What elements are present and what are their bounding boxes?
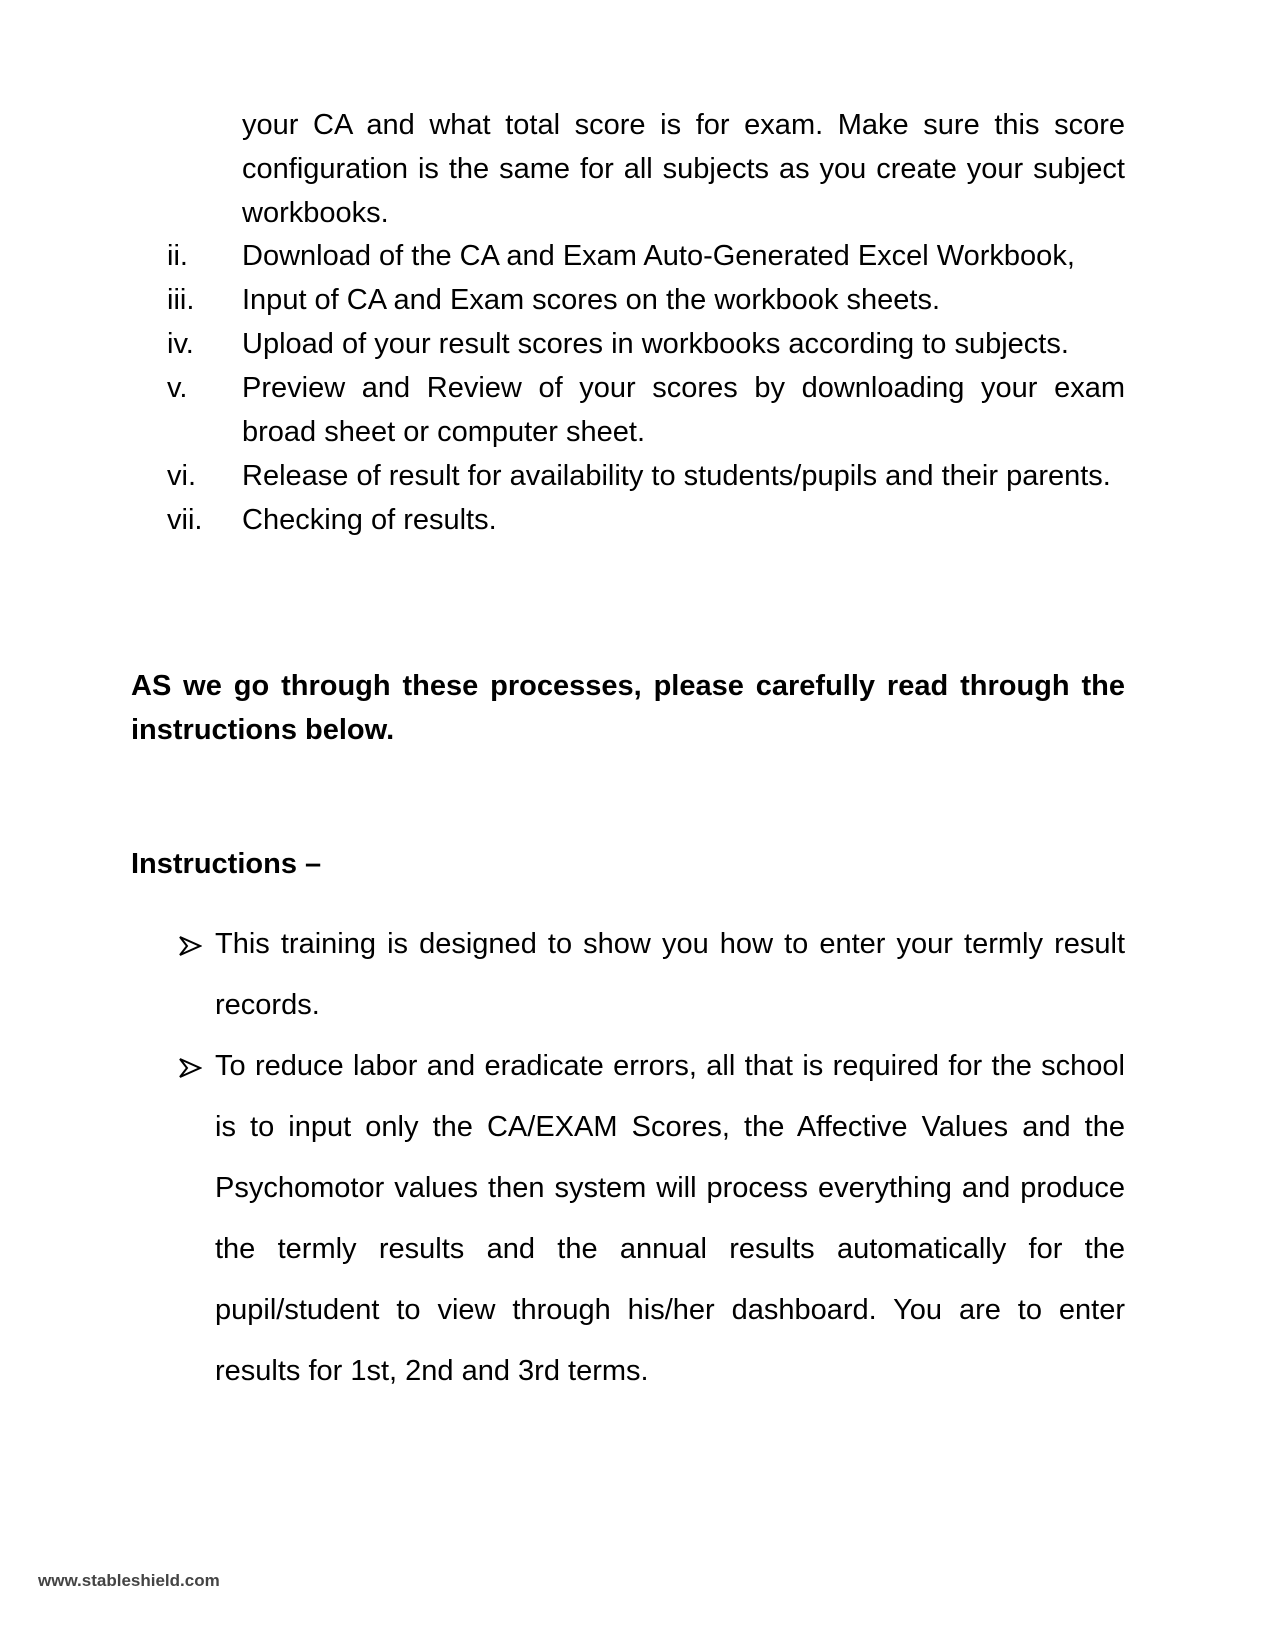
step-number: iii. bbox=[167, 284, 195, 316]
footer-website: www.stableshield.com bbox=[38, 1571, 220, 1590]
instructions-list bbox=[178, 914, 1125, 1402]
step-text: Input of CA and Exam scores on the workbook sheets. bbox=[242, 284, 940, 316]
list-item bbox=[178, 914, 1125, 1036]
list-item bbox=[167, 322, 1125, 366]
step-number: vi. bbox=[167, 460, 196, 492]
arrow-bullet-icon bbox=[178, 1036, 208, 1078]
list-item bbox=[167, 278, 1125, 322]
continuation-paragraph: your CA and what total score is for exam. Make sure this score configuration is the same for all subjects as you create your subject workbooks. bbox=[242, 109, 1125, 229]
list-item bbox=[167, 234, 1125, 278]
instructions-heading: Instructions – bbox=[131, 848, 322, 880]
list-item bbox=[167, 366, 1125, 454]
instruction-text: This training is designed to show you how to enter your termly result records. bbox=[215, 928, 1125, 1021]
step-number: ii. bbox=[167, 240, 188, 272]
step-text: Download of the CA and Exam Auto-Generated Excel Workbook, bbox=[242, 240, 1075, 272]
list-item bbox=[178, 1036, 1125, 1402]
step-number: vii. bbox=[167, 504, 203, 536]
notice-paragraph: AS we go through these processes, please carefully read through the instructions below. bbox=[131, 670, 1125, 746]
steps-list bbox=[167, 234, 1125, 542]
list-item bbox=[167, 454, 1125, 498]
instruction-text: To reduce labor and eradicate errors, all that is required for the school is to input only the CA/EXAM Scores, the Affective Values and the Psychomotor values then system will process everything and produce the termly results and the annual results automatically for the pupil/student to view through his/her dashboard. You are to enter results for 1st, 2nd and 3rd terms. bbox=[215, 1050, 1125, 1387]
step-number: v. bbox=[167, 372, 188, 404]
list-item bbox=[167, 498, 1125, 542]
step-text: Checking of results. bbox=[242, 504, 497, 536]
step-number: iv. bbox=[167, 328, 194, 360]
step-text: Upload of your result scores in workbooks according to subjects. bbox=[242, 328, 1069, 360]
step-text: Release of result for availability to students/pupils and their parents. bbox=[242, 460, 1111, 492]
step-text: Preview and Review of your scores by downloading your exam broad sheet or computer sheet. bbox=[242, 372, 1125, 448]
arrow-bullet-icon bbox=[178, 914, 208, 956]
